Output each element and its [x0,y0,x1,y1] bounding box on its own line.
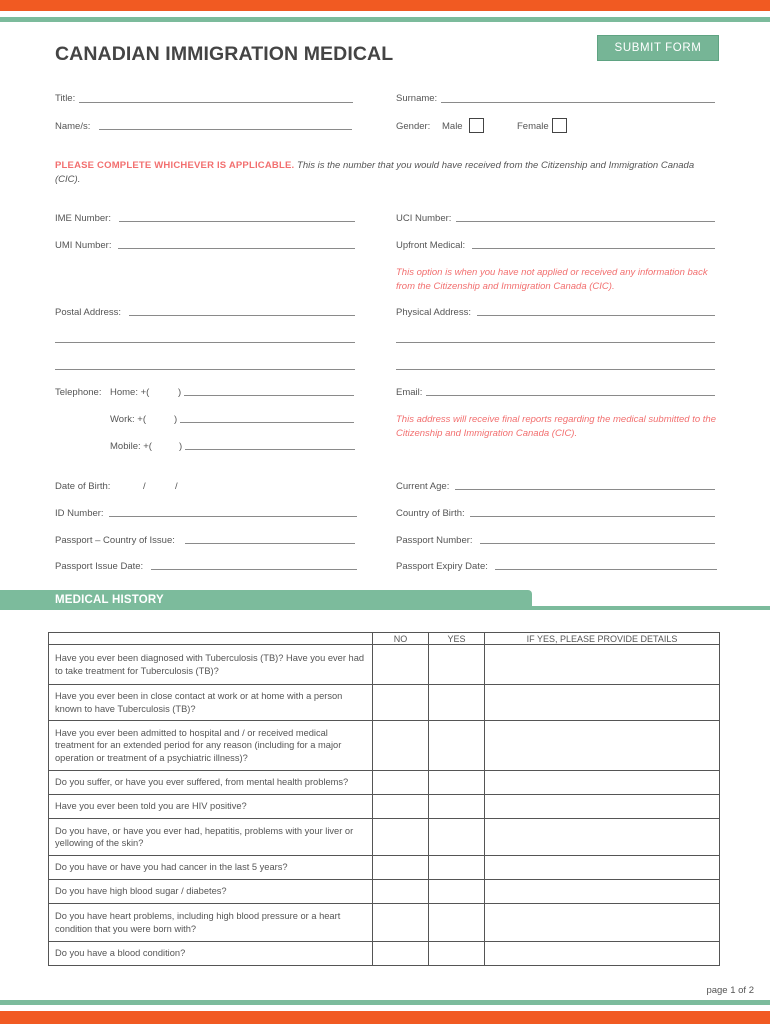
medical-history-table [48,632,720,966]
ime-label: IME Number: [55,213,111,224]
details-cell[interactable] [485,771,720,795]
surname-field[interactable] [441,102,715,103]
details-cell[interactable] [485,904,720,942]
passport-issue-label: Passport Issue Date: [55,561,144,572]
male-checkbox[interactable] [469,118,484,133]
header-details: IF YES, PLEASE PROVIDE DETAILS [485,633,720,645]
postal-address-field-1[interactable] [129,315,355,316]
details-cell[interactable] [485,795,720,819]
passport-country-field[interactable] [185,543,355,544]
mobile-phone-field[interactable] [185,449,355,450]
postal-address-label: Postal Address: [55,307,122,318]
answer-no-cell[interactable] [373,819,429,856]
mobile-paren-close: ) [179,441,183,452]
question-hepatitis: Do you have, or have you ever had, hepatitis, problems with your liver or yellowing of the skin? [49,819,373,856]
table-row [49,942,720,966]
details-cell[interactable] [485,645,720,685]
answer-no-cell[interactable] [373,795,429,819]
mobile-phone-label: Mobile: +( [110,441,152,452]
names-label: Name/s: [55,121,91,132]
umi-field[interactable] [118,248,355,249]
home-phone-field[interactable] [184,395,354,396]
work-paren-close: ) [174,414,178,425]
gender-label: Gender: [396,121,431,132]
header-question-cell [49,633,373,645]
header-yes: YES [429,633,485,645]
postal-address-field-2[interactable] [55,342,355,343]
table-row [49,856,720,880]
header-no: NO [373,633,429,645]
answer-yes-cell[interactable] [429,771,485,795]
answer-yes-cell[interactable] [429,880,485,904]
answer-yes-cell[interactable] [429,685,485,721]
ime-field[interactable] [119,221,355,222]
page-number: page 1 of 2 [706,985,754,996]
answer-no-cell[interactable] [373,942,429,966]
id-number-label: ID Number: [55,508,104,519]
physical-address-field-2[interactable] [396,342,715,343]
top-green-band [0,17,770,22]
work-phone-field[interactable] [180,422,354,423]
answer-no-cell[interactable] [373,685,429,721]
dob-year-field[interactable] [181,478,221,492]
details-cell[interactable] [485,856,720,880]
female-checkbox[interactable] [552,118,567,133]
table-row [49,721,720,771]
question-diabetes: Do you have high blood sugar / diabetes? [49,880,373,904]
email-field[interactable] [426,395,715,396]
work-phone-label: Work: +( [110,414,146,425]
answer-no-cell[interactable] [373,856,429,880]
answer-yes-cell[interactable] [429,819,485,856]
question-hiv: Have you ever been told you are HIV positive? [49,795,373,819]
intro-highlight: PLEASE COMPLETE WHICHEVER IS APPLICABLE. [55,160,295,171]
title-label: Title: [55,93,76,104]
answer-no-cell[interactable] [373,880,429,904]
physical-address-label: Physical Address: [396,307,471,318]
physical-address-field-1[interactable] [477,315,715,316]
question-tb: Have you ever been diagnosed with Tuberculosis (TB)? Have you ever had to take treatment for Tuberculosis (TB)? [49,645,373,685]
medical-history-title: MEDICAL HISTORY [55,594,164,606]
email-note: This address will receive final reports regarding the medical submitted to the Citizenship and Immigration Canada (CIC). [396,414,716,439]
dob-sep-1: / [143,481,146,492]
question-mental-health: Do you suffer, or have you ever suffered, from mental health problems? [49,771,373,795]
dob-sep-2: / [175,481,178,492]
upfront-label: Upfront Medical: [396,240,466,251]
question-blood: Do you have a blood condition? [49,942,373,966]
top-orange-band [0,0,770,11]
names-field[interactable] [99,129,352,130]
table-row [49,904,720,942]
answer-no-cell[interactable] [373,721,429,771]
answer-yes-cell[interactable] [429,645,485,685]
passport-number-label: Passport Number: [396,535,473,546]
table-row [49,771,720,795]
email-label: Email: [396,387,423,398]
table-row [49,645,720,685]
table-row [49,685,720,721]
home-paren-close: ) [178,387,182,398]
intro-body: This is the number that you would have received from the Citizenship and Immigration Canada (CIC). [55,160,695,185]
question-hospital: Have you ever been admitted to hospital and / or received medical treatment for an extended period for any reason (including for a major operation or treatment of a psychiatric illness)? [49,721,373,771]
table-row [49,795,720,819]
uci-field[interactable] [456,221,715,222]
surname-label: Surname: [396,93,438,104]
upfront-note: This option is when you have not applied or received any information back from the Citizenship and Immigration Canada (CIC). [396,267,708,292]
postal-address-field-3[interactable] [55,369,355,370]
details-cell[interactable] [485,685,720,721]
answer-yes-cell[interactable] [429,856,485,880]
answer-yes-cell[interactable] [429,942,485,966]
telephone-label: Telephone: [55,387,102,398]
upfront-field[interactable] [472,248,715,249]
details-cell[interactable] [485,880,720,904]
passport-country-label: Passport – Country of Issue: [55,535,175,546]
question-cancer: Do you have or have you had cancer in the last 5 years? [49,856,373,880]
country-of-birth-label: Country of Birth: [396,508,465,519]
passport-issue-field[interactable] [151,569,357,570]
current-age-field[interactable] [455,489,715,490]
bottom-green-band [0,1000,770,1005]
passport-expiry-label: Passport Expiry Date: [396,561,488,572]
male-label: Male [442,121,463,132]
table-row [49,880,720,904]
passport-expiry-field[interactable] [495,569,717,570]
details-cell[interactable] [485,721,720,771]
physical-address-field-3[interactable] [396,369,715,370]
passport-number-field[interactable] [480,543,715,544]
medical-history-header-rule [532,606,770,610]
country-of-birth-field[interactable] [470,516,715,517]
question-heart: Do you have heart problems, including high blood pressure or a heart condition that you were born with? [49,904,373,942]
answer-no-cell[interactable] [373,771,429,795]
dob-day-field[interactable] [115,478,141,492]
intro-text [55,159,695,187]
id-number-field[interactable] [109,516,357,517]
submit-form-button[interactable]: SUBMIT FORM [597,35,719,61]
details-cell[interactable] [485,819,720,856]
table-row [49,819,720,856]
question-tb-contact: Have you ever been in close contact at work or at home with a person known to have Tuberculosis (TB)? [49,685,373,721]
answer-yes-cell[interactable] [429,904,485,942]
current-age-label: Current Age: [396,481,450,492]
bottom-orange-band [0,1011,770,1024]
answer-yes-cell[interactable] [429,721,485,771]
umi-label: UMI Number: [55,240,112,251]
answer-no-cell[interactable] [373,645,429,685]
title-field[interactable] [79,102,353,103]
answer-no-cell[interactable] [373,904,429,942]
dob-label: Date of Birth: [55,481,111,492]
page-title: CANADIAN IMMIGRATION MEDICAL [55,43,394,65]
details-cell[interactable] [485,942,720,966]
answer-yes-cell[interactable] [429,795,485,819]
uci-label: UCI Number: [396,213,452,224]
dob-month-field[interactable] [148,478,173,492]
female-label: Female [517,121,549,132]
home-phone-label: Home: +( [110,387,150,398]
